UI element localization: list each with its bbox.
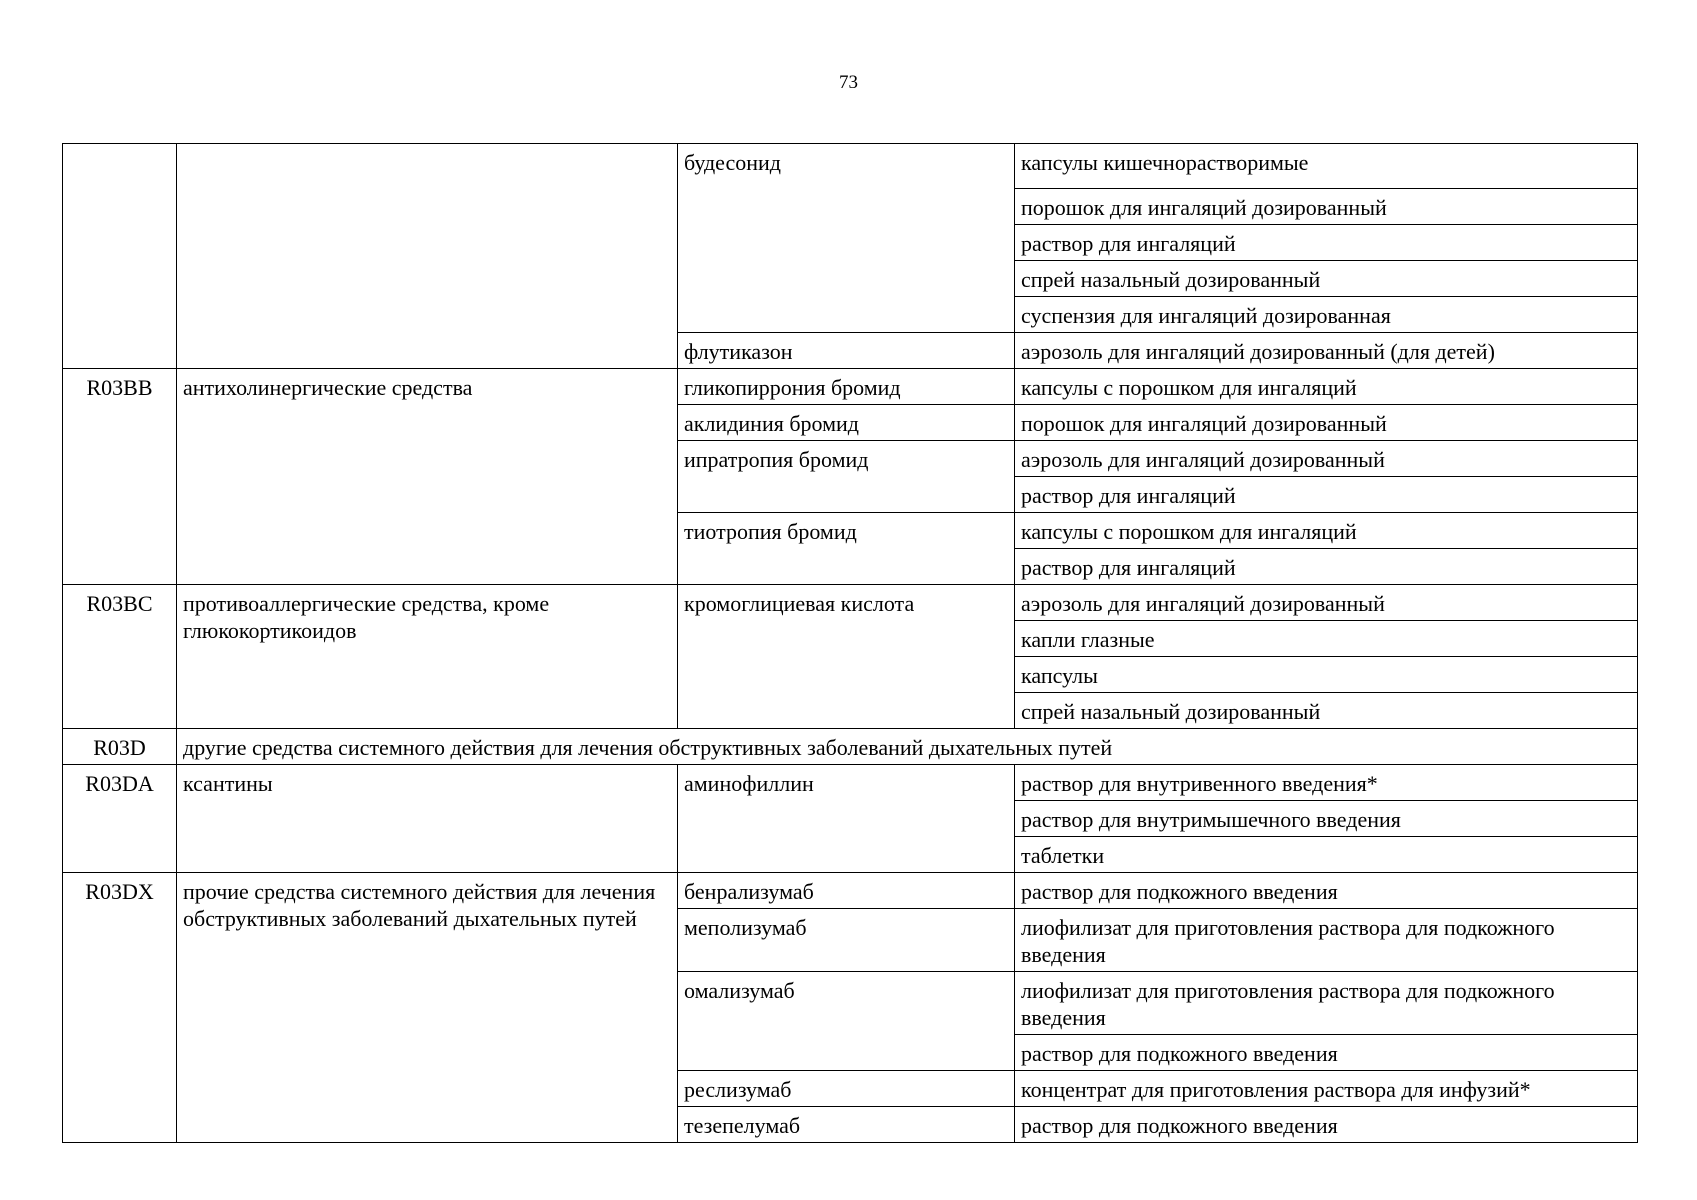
form-cell: раствор для подкожного введения	[1015, 1107, 1638, 1143]
atc-code-cell: R03BC	[63, 585, 177, 729]
form-cell: порошок для ингаляций дозированный	[1015, 405, 1638, 441]
medication-table	[62, 143, 1638, 1143]
drug-cell: флутиказон	[678, 333, 1015, 369]
form-cell: раствор для внутримышечного введения	[1015, 801, 1638, 837]
table-row	[63, 369, 1638, 405]
atc-code-cell: R03DX	[63, 873, 177, 1143]
drug-cell: тиотропия бромид	[678, 513, 1015, 585]
form-cell: спрей назальный дозированный	[1015, 693, 1638, 729]
group-cell: антихолинергические средства	[177, 369, 678, 585]
form-cell: капсулы с порошком для ингаляций	[1015, 369, 1638, 405]
form-cell: раствор для ингаляций	[1015, 549, 1638, 585]
drug-cell: будесонид	[678, 144, 1015, 333]
form-cell: раствор для подкожного введения	[1015, 873, 1638, 909]
form-cell: раствор для подкожного введения	[1015, 1035, 1638, 1071]
atc-code-cell: R03D	[63, 729, 177, 765]
drug-cell: аминофиллин	[678, 765, 1015, 873]
drug-cell: гликопиррония бромид	[678, 369, 1015, 405]
page-number: 73	[839, 72, 858, 93]
form-cell: раствор для внутривенного введения*	[1015, 765, 1638, 801]
form-cell: капсулы	[1015, 657, 1638, 693]
drug-cell: аклидиния бромид	[678, 405, 1015, 441]
group-cell: противоаллергические средства, кроме глюкокортикоидов	[177, 585, 678, 729]
atc-code-cell: R03DA	[63, 765, 177, 873]
form-cell: аэрозоль для ингаляций дозированный	[1015, 441, 1638, 477]
table-row	[63, 585, 1638, 621]
form-cell: капсулы кишечнорастворимые	[1015, 144, 1638, 189]
form-cell: суспензия для ингаляций дозированная	[1015, 297, 1638, 333]
drug-cell: бенрализумаб	[678, 873, 1015, 909]
atc-code-cell: R03BB	[63, 369, 177, 585]
drug-cell: ипратропия бромид	[678, 441, 1015, 513]
form-cell: раствор для ингаляций	[1015, 477, 1638, 513]
form-cell: порошок для ингаляций дозированный	[1015, 189, 1638, 225]
table-row	[63, 765, 1638, 801]
form-cell: таблетки	[1015, 837, 1638, 873]
group-cell: ксантины	[177, 765, 678, 873]
atc-code-cell	[63, 144, 177, 369]
form-cell: аэрозоль для ингаляций дозированный	[1015, 585, 1638, 621]
form-cell: лиофилизат для приготовления раствора для подкожного введения	[1015, 909, 1638, 972]
group-cell	[177, 144, 678, 369]
form-cell: концентрат для приготовления раствора для инфузий*	[1015, 1071, 1638, 1107]
drug-cell: омализумаб	[678, 972, 1015, 1071]
form-cell: раствор для ингаляций	[1015, 225, 1638, 261]
group-cell: прочие средства системного действия для лечения обструктивных заболеваний дыхательных путей	[177, 873, 678, 1143]
form-cell: спрей назальный дозированный	[1015, 261, 1638, 297]
form-cell: аэрозоль для ингаляций дозированный (для детей)	[1015, 333, 1638, 369]
table-row	[63, 144, 1638, 189]
drug-cell: реслизумаб	[678, 1071, 1015, 1107]
drug-cell: тезепелумаб	[678, 1107, 1015, 1143]
drug-cell: кромоглициевая кислота	[678, 585, 1015, 729]
form-cell: капсулы с порошком для ингаляций	[1015, 513, 1638, 549]
table-row	[63, 873, 1638, 909]
table-row	[63, 729, 1638, 765]
form-cell: капли глазные	[1015, 621, 1638, 657]
drug-cell: меполизумаб	[678, 909, 1015, 972]
group-cell: другие средства системного действия для лечения обструктивных заболеваний дыхательных путей	[177, 729, 1638, 765]
form-cell: лиофилизат для приготовления раствора для подкожного введения	[1015, 972, 1638, 1035]
